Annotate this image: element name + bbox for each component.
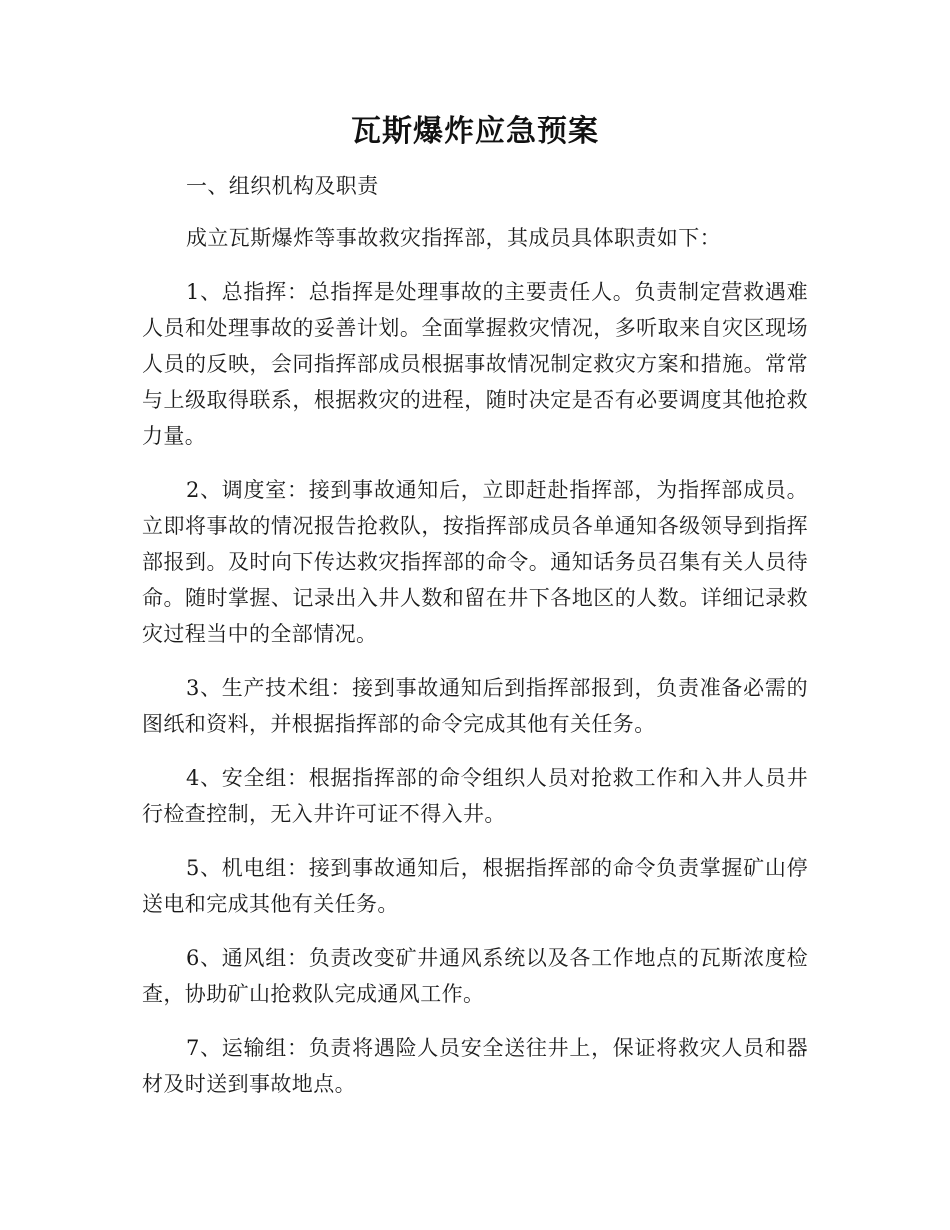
paragraph-production-tech-group: 3、生产技术组：接到事故通知后到指挥部报到，负责准备必需的图纸和资料，并根据指挥部的命令完成其他有关任务。 [142,676,808,736]
paragraph-transport-group: 7、运输组：负责将遇险人员安全送往井上，保证将救灾人员和器材及时送到事故地点。 [142,1036,808,1096]
paragraph-intro: 成立瓦斯爆炸等事故救灾指挥部，其成员具体职责如下： [186,226,721,250]
document-title: 瓦斯爆炸应急预案 [351,114,599,149]
paragraph-commander: 1、总指挥：总指挥是处理事故的主要责任人。负责制定营救遇难人员和处理事故的妥善计划。全面掌握救灾情况，多听取来自灾区现场人员的反映，会同指挥部成员根据事故情况制定救灾方案和措施。常常与上级取得联系，根据救灾的进程，随时决定是否有必要调度其他抢救力量。 [142,280,808,448]
section-heading-organization: 一、组织机构及职责 [186,174,379,198]
document-body [142,168,808,1120]
paragraph-safety-group: 4、安全组：根据指挥部的命令组织人员对抢救工作和入井人员井行检查控制，无入井许可证不得入井。 [142,766,808,826]
paragraph-ventilation-group: 6、通风组：负责改变矿井通风系统以及各工作地点的瓦斯浓度检查，协助矿山抢救队完成通风工作。 [142,946,808,1006]
paragraph-electromechanical-group: 5、机电组：接到事故通知后，根据指挥部的命令负责掌握矿山停送电和完成其他有关任务。 [142,856,808,916]
paragraph-dispatch-room: 2、调度室：接到事故通知后，立即赶赴指挥部，为指挥部成员。立即将事故的情况报告抢救队，按指挥部成员各单通知各级领导到指挥部报到。及时向下传达救灾指挥部的命令。通知话务员召集有关人员待命。随时掌握、记录出入井人数和留在井下各地区的人数。详细记录救灾过程当中的全部情况。 [142,478,808,646]
